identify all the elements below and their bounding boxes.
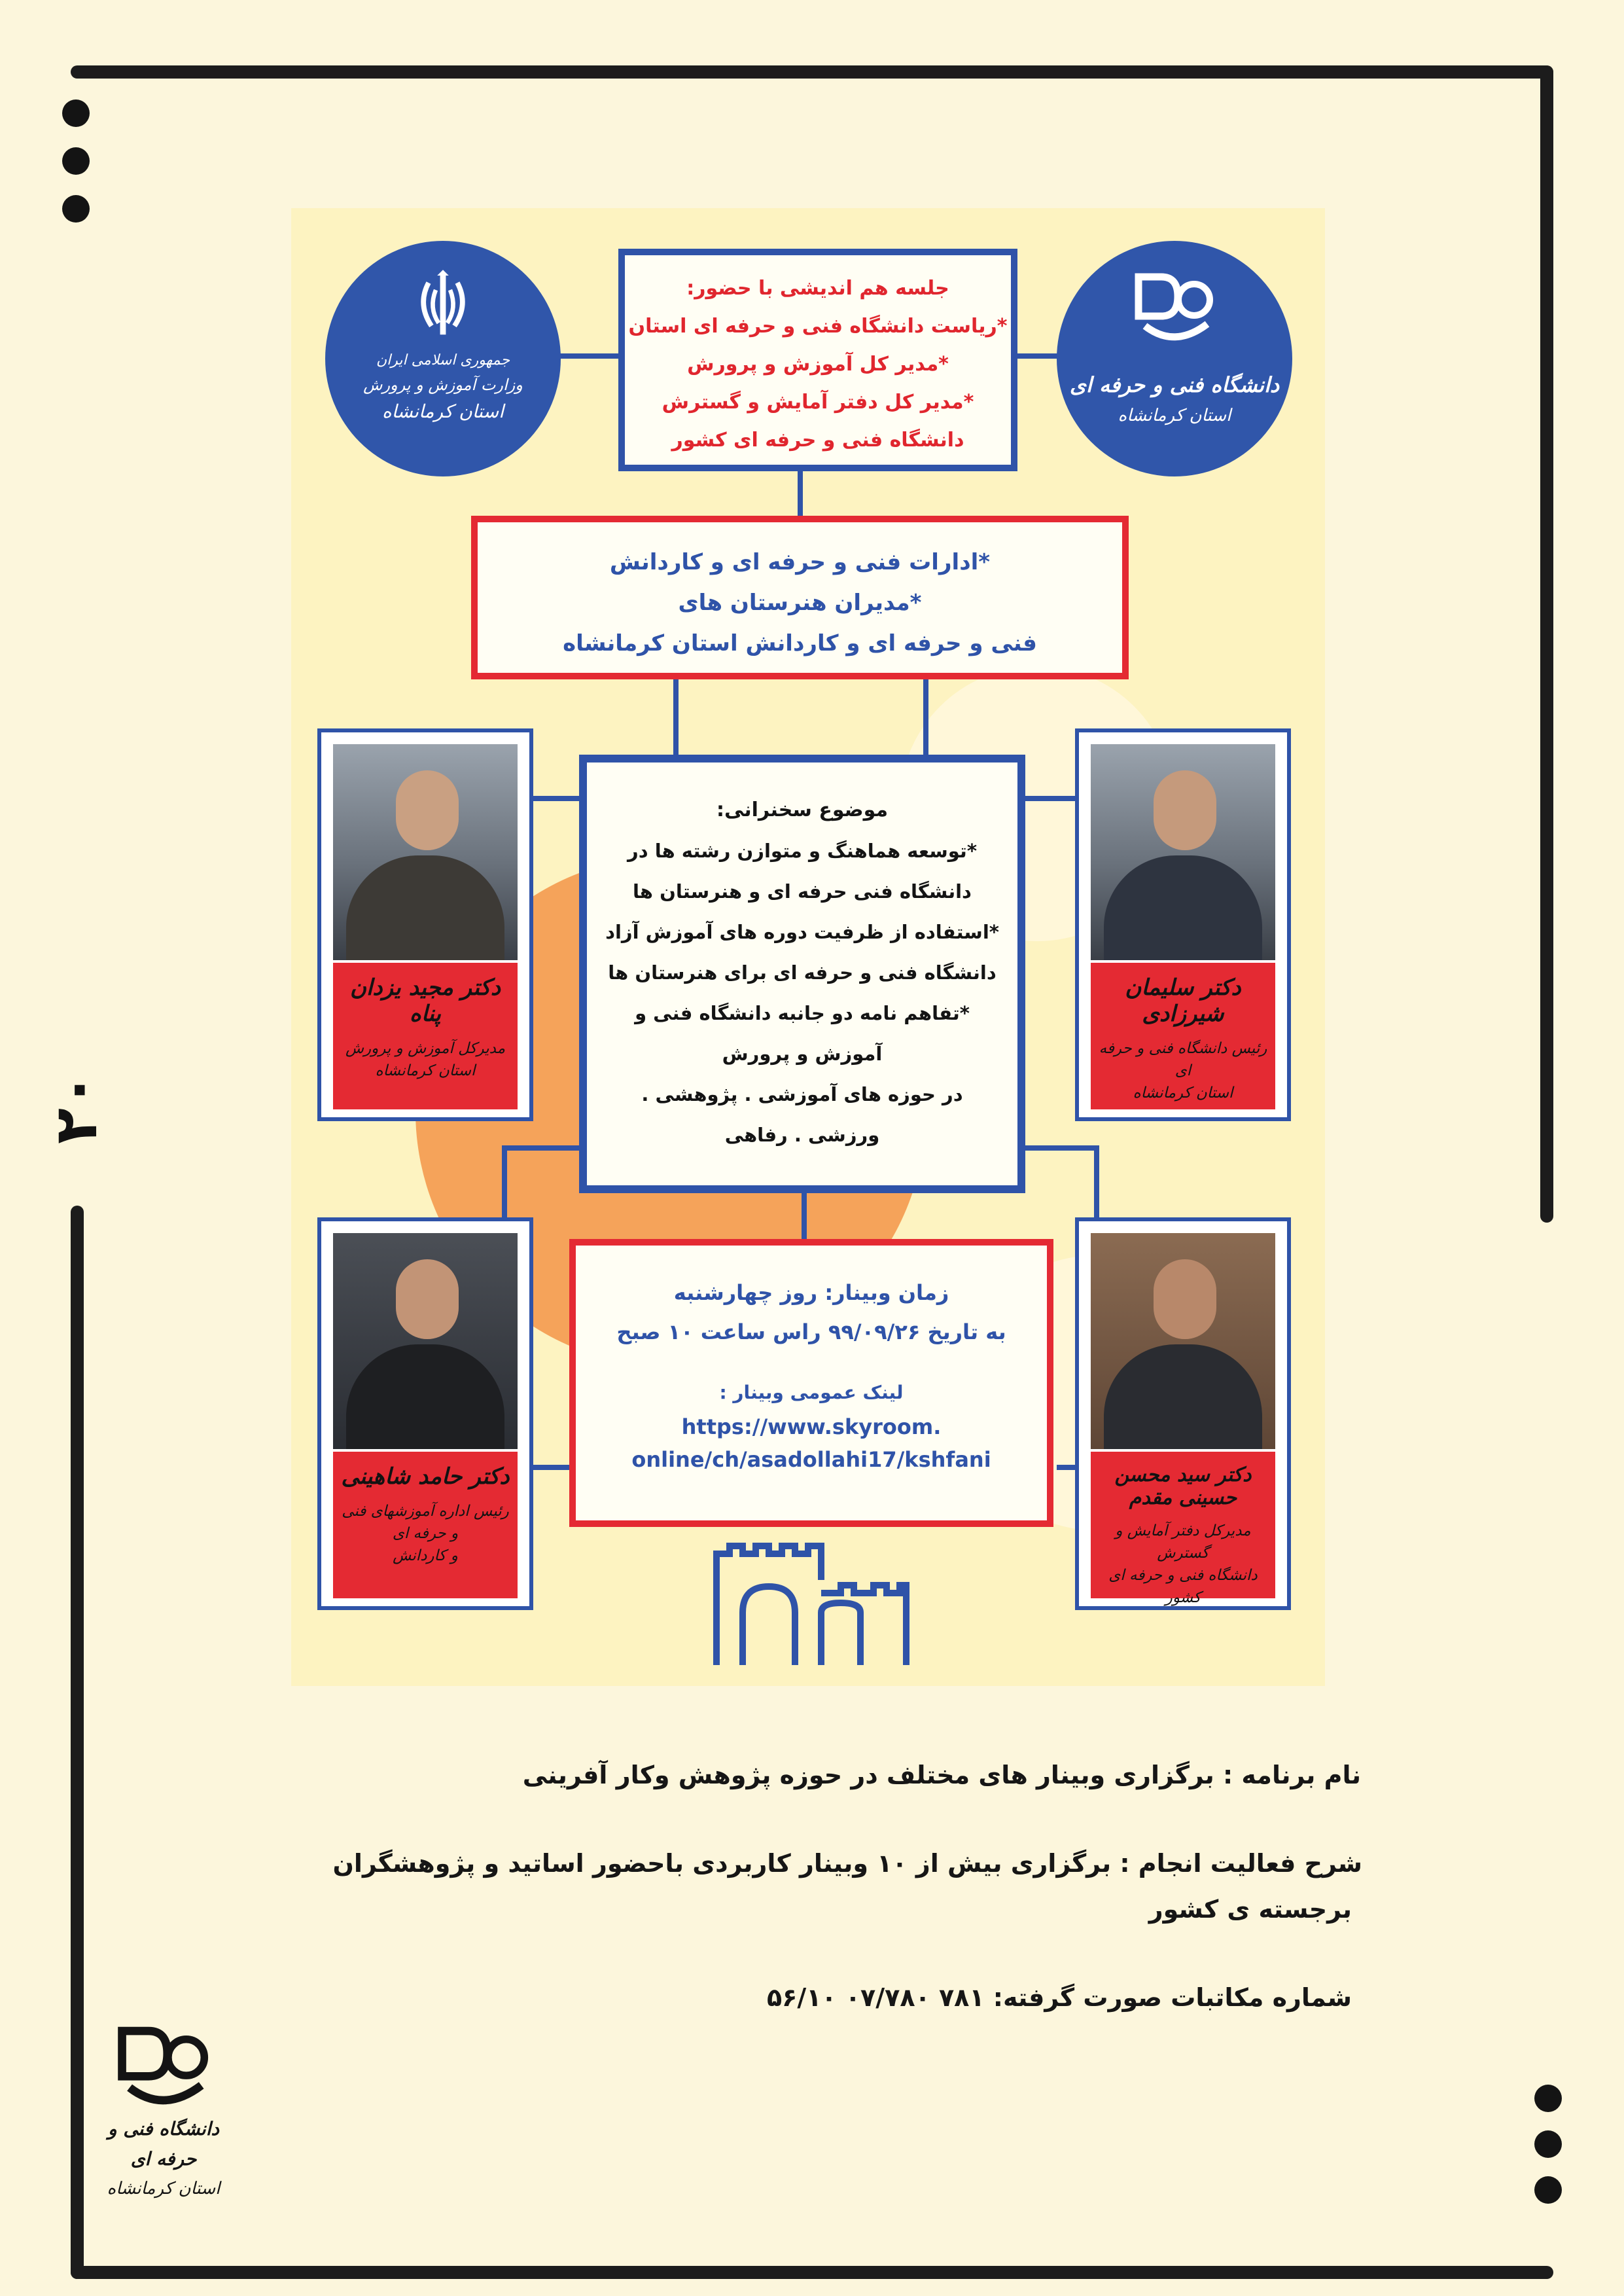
box-line: *مدیران هنرستان های — [678, 590, 922, 616]
activity-description: شرح فعالیت انجام : برگزاری بیش از ۱۰ وبینار کاربردی باحضور اساتید و پژوهشگران — [332, 1849, 1362, 1878]
box-line: *ریاست دانشگاه فنی و حرفه ای استان — [628, 315, 1008, 338]
footer-university-logo — [92, 2016, 236, 2198]
university-logo-icon — [1125, 264, 1224, 349]
webinar-poster — [291, 208, 1325, 1686]
topic-line: ورزشی . رفاهی — [724, 1124, 880, 1146]
decor-dot — [1534, 2085, 1562, 2112]
speaker-role: مدیرکل آموزش و پرورش — [345, 1040, 506, 1057]
footer-logo-text: دانشگاه فنی و حرفه ای — [108, 2118, 219, 2170]
speaker-photo — [1091, 744, 1275, 960]
correspondence-numbers: شماره مکاتبات صورت گرفته: ۷۸۱ ۰۷/۷۸۰ ۵۶/۱۰ — [766, 1983, 1352, 2012]
speaker-caption — [1091, 1452, 1275, 1606]
footer-logo-text: استان کرمانشاه — [107, 2179, 221, 2198]
arch-logo-icon — [710, 1541, 913, 1672]
seal-text-line: دانشگاه فنی و حرفه ای — [1069, 372, 1280, 397]
webinar-time-box — [569, 1239, 1053, 1527]
connector — [533, 796, 580, 801]
topic-line: آموزش و پرورش — [722, 1043, 883, 1065]
topic-line: در حوزه های آموزشی . پژوهشی . — [641, 1083, 963, 1105]
speaker-name: دکتر سید محسن حسینی مقدم — [1114, 1463, 1252, 1509]
topic-heading: موضوع سخنرانی: — [716, 798, 889, 821]
link-label: لینک عمومی وبینار : — [719, 1382, 904, 1403]
seal-text-line: وزارت آموزش و پرورش — [363, 376, 523, 394]
speaker-role: رئیس اداره آموزشهای فنی و حرفه ای — [342, 1503, 509, 1542]
program-name: نام برنامه : برگزاری وبینار های مختلف در حوزه پژوهش وکار آفرینی — [522, 1761, 1361, 1789]
connector — [553, 353, 618, 359]
connector — [1014, 1145, 1099, 1151]
activity-description-cont: برجسته ی کشور — [1148, 1895, 1352, 1924]
speaker-photo — [333, 744, 518, 960]
box-line: جلسه هم اندیشی با حضور: — [686, 277, 949, 300]
speaker-name: دکتر سلیمان شیرزادی — [1125, 975, 1241, 1027]
speaker-role: مدیرکل دفتر آمایش و گسترش — [1115, 1522, 1251, 1562]
connector — [923, 678, 928, 755]
speaker-role: و کاردانش — [393, 1547, 458, 1564]
lecture-topic-box — [579, 755, 1025, 1193]
iran-emblem-icon — [407, 268, 479, 340]
frame-left-line — [71, 1206, 84, 2279]
speaker-caption — [333, 1452, 518, 1598]
education-ministry-seal — [325, 241, 561, 476]
topic-line: *توسعه هماهنگ و متوازن رشته ها در — [627, 840, 977, 862]
webinar-link[interactable]: https://www.skyroom. — [681, 1414, 942, 1439]
topic-line: دانشگاه فنی و حرفه ای برای هنرستان ها — [608, 961, 997, 984]
university-logo-icon — [105, 2016, 222, 2114]
speaker-caption — [333, 963, 518, 1109]
topic-line: *تفاهم نامه دو جانبه دانشگاه فنی و — [635, 1002, 970, 1024]
decor-dot — [62, 147, 90, 175]
seal-text-line: استان کرمانشاه — [382, 401, 504, 422]
connector — [502, 1145, 587, 1151]
page-number: ۲۰ — [42, 1072, 111, 1144]
decor-dot — [1534, 2176, 1562, 2204]
decor-dot — [1534, 2130, 1562, 2158]
connector — [1024, 796, 1076, 801]
speaker-name: دکتر حامد شاهینی — [341, 1463, 510, 1490]
time-line: به تاریخ ۹۹/۰۹/۲۶ راس ساعت ۱۰ صبح — [616, 1319, 1006, 1344]
speaker-role: رئیس دانشگاه فنی و حرفه ای — [1099, 1040, 1267, 1079]
seal-text-line: جمهوری اسلامی ایران — [376, 352, 510, 368]
speaker-card — [1075, 728, 1291, 1121]
speaker-card — [1075, 1217, 1291, 1610]
decor-dot — [62, 99, 90, 127]
speaker-role: استان کرمانشاه — [1133, 1085, 1233, 1102]
decor-dot — [62, 195, 90, 223]
connector — [1094, 1145, 1099, 1221]
box-line: *ادارات فنی و حرفه ای و کاردانش — [609, 549, 991, 575]
speaker-role: استان کرمانشاه — [375, 1062, 476, 1079]
frame-top-line — [71, 65, 1553, 79]
frame-bottom-line — [71, 2266, 1553, 2279]
connector — [802, 1190, 807, 1242]
speaker-caption — [1091, 963, 1275, 1109]
connector — [673, 678, 679, 755]
attendees-box — [618, 249, 1017, 471]
speaker-photo — [333, 1233, 518, 1449]
frame-right-line — [1540, 65, 1553, 1223]
speaker-role: دانشگاه فنی و حرفه ای کشور — [1108, 1567, 1258, 1606]
box-line: *مدیر کل آموزش و پرورش — [687, 353, 949, 376]
participants-box — [471, 516, 1129, 679]
seal-text-line: استان کرمانشاه — [1118, 406, 1231, 425]
speaker-card — [317, 728, 533, 1121]
webinar-link[interactable]: online/ch/asadollahi17/kshfani — [631, 1447, 991, 1472]
speaker-card — [317, 1217, 533, 1610]
speaker-photo — [1091, 1233, 1275, 1449]
university-seal — [1057, 241, 1292, 476]
speaker-name: دکتر مجید یزدان پناه — [349, 975, 501, 1027]
box-line: دانشگاه فنی و حرفه ای کشور — [671, 429, 964, 452]
time-line: زمان وبینار: روز چهارشنبه — [673, 1280, 949, 1305]
connector — [502, 1145, 507, 1221]
topic-line: دانشگاه فنی حرفه ای و هنرستان ها — [633, 880, 972, 903]
topic-line: *استفاده از ظرفیت دوره های آموزش آزاد — [605, 921, 999, 943]
box-line: فنی و حرفه ای و کاردانش استان کرمانشاه — [563, 630, 1037, 656]
box-line: *مدیر کل دفتر آمایش و گسترش — [662, 391, 974, 414]
